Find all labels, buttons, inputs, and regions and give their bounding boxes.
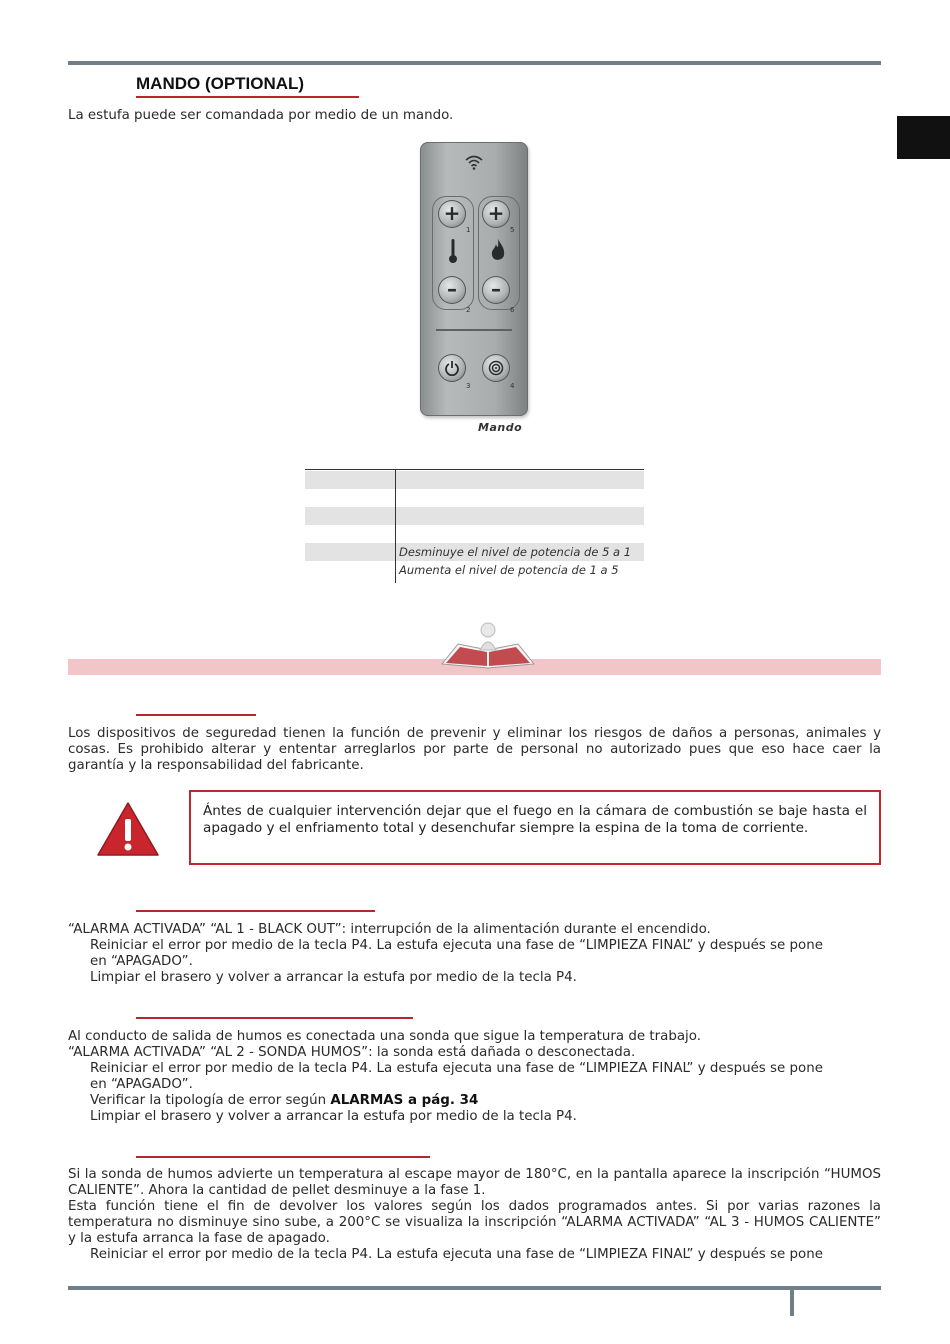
remote-number-4: 4 — [510, 382, 515, 390]
top-rule — [68, 61, 881, 65]
remote-plus-button-5[interactable] — [482, 200, 510, 228]
table-cell-key — [305, 471, 395, 489]
thermometer-icon — [448, 238, 458, 264]
al1-line2: Reiniciar el error por medio de la tecla P4. La estufa ejecuta una fase de “LIMPIEZA FINAL” y después se pone — [90, 938, 823, 953]
remote-number-5: 5 — [510, 226, 515, 234]
plus-icon: + — [487, 201, 505, 225]
table-cell-key — [305, 489, 395, 507]
table-cell-desc: Desminuye el nivel de potencia de 5 a 1 — [396, 543, 644, 561]
al2-line5-text: Verificar la tipología de error según — [90, 1093, 331, 1108]
remote-number-1: 1 — [466, 226, 471, 234]
table-row — [305, 543, 644, 561]
remote-control-image — [420, 142, 528, 416]
al2-line3: Reiniciar el error por medio de la tecla P4. La estufa ejecuta una fase de “LIMPIEZA FINAL” y después se pone — [90, 1061, 823, 1076]
table-column-divider — [395, 469, 396, 583]
remote-power-button-3[interactable] — [438, 354, 466, 382]
page-marker — [790, 1290, 794, 1316]
intro-text: La estufa puede ser comandada por medio de un mando. — [68, 108, 454, 123]
safety-paragraph: Los dispositivos de seguredad tienen la función de prevenir y eliminar los riesgos de daños a personas, animales y cosas. Es prohibido alterar y ententar arreglarlos por parte de personal no autorizado pues que eso hace caer la garantía y la responsabilidad del fabricante. — [68, 726, 881, 773]
al3-para1: Si la sonda de humos advierte un temperatura al escape mayor de 180°C, en la pantalla aparece la inscripción “HUMOS CALIENTE”. Ahora la cantidad de pellet desminuye a la fase 1. — [68, 1167, 881, 1198]
reading-book-icon — [438, 620, 538, 670]
remote-divider — [436, 329, 512, 331]
remote-functions-table — [305, 469, 644, 579]
al1-line1: “ALARMA ACTIVADA” “AL 1 - BLACK OUT”: interrupción de la alimentación durante el encendido. — [68, 922, 711, 937]
warning-triangle-icon — [96, 800, 160, 858]
al1-title-underline — [136, 910, 375, 912]
remote-number-6: 6 — [510, 306, 515, 314]
flame-icon — [490, 238, 506, 264]
table-cell-desc — [396, 471, 644, 489]
remote-plus-button-1[interactable] — [438, 200, 466, 228]
table-cell-key — [305, 507, 395, 525]
table-cell-desc — [396, 525, 644, 543]
fan-icon — [488, 360, 504, 376]
table-cell-key — [305, 525, 395, 543]
alarmas-reference-link[interactable]: ALARMAS a pág. 34 — [330, 1093, 479, 1108]
al1-line3: en “APAGADO”. — [90, 954, 193, 969]
minus-icon: – — [491, 277, 501, 301]
remote-minus-button-2[interactable] — [438, 276, 466, 304]
remote-number-2: 2 — [466, 306, 471, 314]
table-cell-desc — [396, 507, 644, 525]
remote-number-3: 3 — [466, 382, 471, 390]
remote-fan-button-4[interactable] — [482, 354, 510, 382]
section-title-underline — [136, 96, 359, 98]
wifi-icon — [464, 154, 484, 170]
table-cell-key — [305, 561, 395, 579]
al2-line2: “ALARMA ACTIVADA” “AL 2 - SONDA HUMOS”: la sonda está dañada o desconectada. — [68, 1045, 636, 1060]
section-title: MANDO (OPTIONAL) — [136, 74, 305, 93]
power-icon — [444, 360, 460, 376]
remote-minus-button-6[interactable] — [482, 276, 510, 304]
al3-title-underline — [136, 1156, 430, 1158]
minus-icon: – — [447, 277, 457, 301]
table-cell-desc — [396, 489, 644, 507]
table-row — [305, 489, 644, 507]
al3-line3: Reiniciar el error por medio de la tecla P4. La estufa ejecuta una fase de “LIMPIEZA FINAL” y después se pone — [90, 1247, 823, 1262]
al2-title-underline — [136, 1017, 413, 1019]
plus-icon: + — [443, 201, 461, 225]
al3-para2: Esta función tiene el fin de devolver los valores según los dados programados antes. Si por varias razones la temperatura no disminuye sino sube, a 200°C se visualiza la inscripción “ALARMA ACTIVADA” “AL 3 - HUMOS CALIENTE” y la estufa arranca la fase de apagado. — [68, 1199, 881, 1246]
table-cell-key — [305, 543, 395, 561]
table-row — [305, 471, 644, 489]
table-row — [305, 525, 644, 543]
al2-line6: Limpiar el brasero y volver a arrancar la estufa por medio de la tecla P4. — [90, 1109, 577, 1124]
table-top-border — [305, 469, 644, 470]
warning-text: Ántes de cualquier intervención dejar que el fuego en la cámara de combustión se baje hasta el apagado y el enfriamento total y desenchufar siempre la espina de la toma de corriente. — [203, 803, 867, 836]
al1-line4: Limpiar el brasero y volver a arrancar la estufa por medio de la tecla P4. — [90, 970, 577, 985]
al2-line1: Al conducto de salida de humos es conectada una sonda que sigue la temperatura de trabajo. — [68, 1029, 701, 1044]
bottom-rule — [68, 1286, 881, 1290]
side-tab-marker — [897, 116, 950, 159]
safety-title-underline — [136, 714, 256, 716]
table-cell-desc: Aumenta el nivel de potencia de 1 a 5 — [399, 563, 619, 577]
table-row — [305, 507, 644, 525]
al2-line4: en “APAGADO”. — [90, 1077, 193, 1092]
table-row — [305, 561, 644, 579]
remote-caption: Mando — [478, 421, 523, 434]
al2-line5 — [90, 1093, 478, 1109]
